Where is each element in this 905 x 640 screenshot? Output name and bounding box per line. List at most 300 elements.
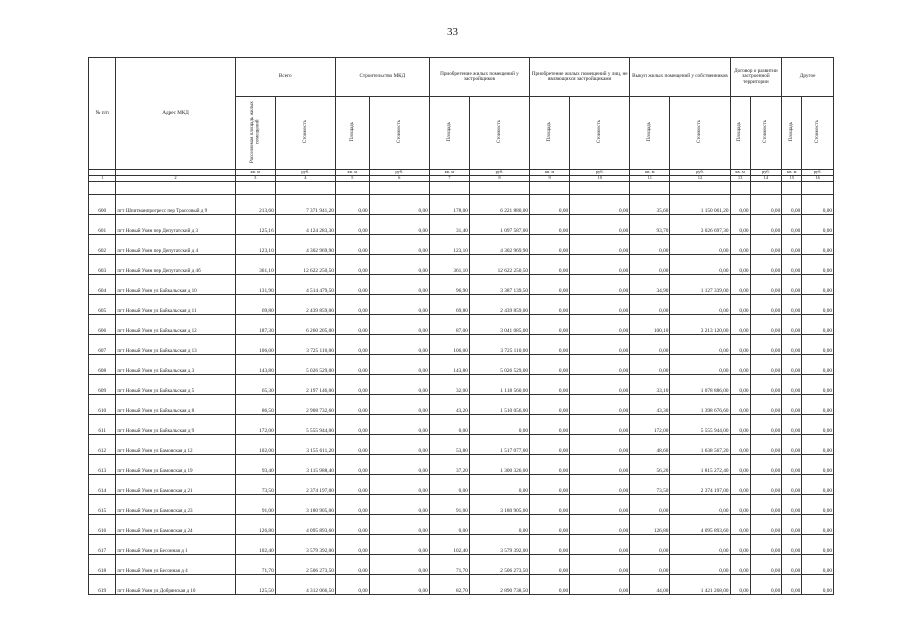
value-cell: 0,00 — [335, 575, 369, 595]
row-number-cell: 603 — [89, 255, 116, 275]
address-cell: пгт Новый Уоян ул Байкальская д 5 — [116, 375, 235, 395]
row-number-cell: 610 — [89, 395, 116, 415]
address-cell: пгт Новый Уоян ул Бесонная д 4 — [116, 555, 235, 575]
row-number-cell: 615 — [89, 495, 116, 515]
table-row — [89, 215, 834, 235]
value-cell: 0,00 — [750, 235, 782, 255]
value-cell: 0,00 — [750, 555, 782, 575]
value-cell: 1 150 061,20 — [670, 195, 730, 215]
value-cell: 4 302 969,90 — [469, 235, 529, 255]
value-cell: 69,80 — [235, 295, 275, 315]
value-cell: 2 439 859,00 — [275, 295, 335, 315]
value-cell: 93,70 — [630, 215, 670, 235]
value-cell: 71,70 — [429, 555, 469, 575]
value-cell: 1 510 056,00 — [469, 395, 529, 415]
value-cell: 3 579 392,00 — [469, 535, 529, 555]
table-row — [89, 195, 834, 215]
header-acquired-not-developers: Приобретение жилых помещений у лиц, не являющихся застройщиками — [530, 58, 630, 97]
value-cell: 0,00 — [570, 375, 630, 395]
value-cell: 0,00 — [530, 295, 570, 315]
value-cell: 3 041 085,00 — [469, 315, 529, 335]
value-cell: 126,80 — [630, 515, 670, 535]
value-cell: 0,00 — [369, 355, 429, 375]
value-cell: 0,00 — [469, 515, 529, 535]
value-cell: 3 213 120,00 — [670, 315, 730, 335]
value-cell: 0,00 — [369, 555, 429, 575]
column-number-cell: 7 — [429, 176, 469, 182]
value-cell: 0,00 — [630, 235, 670, 255]
value-cell: 0,00 — [750, 475, 782, 495]
value-cell: 0,00 — [782, 255, 802, 275]
value-cell: 0,00 — [335, 395, 369, 415]
subheader-cost: Стоимость — [369, 97, 429, 170]
value-cell: 0,00 — [730, 415, 750, 435]
address-cell: пгт Новый Уоян ул Добрянская д 10 — [116, 575, 235, 595]
value-cell: 0,00 — [369, 235, 429, 255]
value-cell: 0,00 — [530, 195, 570, 215]
value-cell: 5 555 944,00 — [275, 415, 335, 435]
address-cell: пгт Новый Уоян ул Байкальская д 13 — [116, 335, 235, 355]
value-cell: 43,30 — [630, 395, 670, 415]
address-cell: пгт Новый Уоян ул Бамовская д 12 — [116, 435, 235, 455]
value-cell: 0,00 — [730, 435, 750, 455]
subheader-cost: Стоимость — [670, 97, 730, 170]
value-cell: 0,00 — [335, 475, 369, 495]
address-cell: пгт Новый Уоян ул Байкальская д 8 — [116, 395, 235, 415]
header-buyout: Выкуп жилых помещений у собственников — [630, 58, 730, 97]
value-cell: 31,40 — [429, 215, 469, 235]
subheader-resettled-area: Расселяемая площадь жилых помещений — [235, 97, 275, 170]
value-cell: 0,00 — [570, 435, 630, 455]
value-cell: 0,00 — [630, 295, 670, 315]
table-row — [89, 415, 834, 435]
value-cell: 33,10 — [630, 375, 670, 395]
column-number-cell: 4 — [275, 176, 335, 182]
value-cell: 0,00 — [730, 495, 750, 515]
value-cell: 0,00 — [630, 255, 670, 275]
address-cell: пгт Новый Уоян пер Депутатский д 4б — [116, 255, 235, 275]
value-cell: 0,00 — [530, 515, 570, 535]
value-cell: 0,00 — [530, 315, 570, 335]
value-cell: 0,00 — [802, 275, 834, 295]
value-cell: 0,00 — [750, 415, 782, 435]
row-number-cell: 616 — [89, 515, 116, 535]
header-address: Адрес МКД — [116, 58, 235, 170]
table-body — [89, 195, 834, 595]
value-cell: 0,00 — [802, 215, 834, 235]
value-cell: 0,00 — [335, 215, 369, 235]
column-number-cell: 5 — [335, 176, 369, 182]
value-cell: 82,70 — [429, 575, 469, 595]
value-cell: 0,00 — [750, 195, 782, 215]
value-cell: 106,00 — [235, 335, 275, 355]
value-cell: 0,00 — [750, 575, 782, 595]
value-cell: 0,00 — [750, 395, 782, 415]
value-cell: 0,00 — [369, 535, 429, 555]
value-cell: 0,00 — [335, 535, 369, 555]
value-cell: 0,00 — [782, 435, 802, 455]
value-cell: 0,00 — [570, 335, 630, 355]
value-cell: 213,60 — [235, 195, 275, 215]
unit-cell: руб. — [275, 170, 335, 176]
value-cell: 3 026 697,30 — [670, 215, 730, 235]
value-cell: 2 374 197,00 — [275, 475, 335, 495]
value-cell: 43,20 — [429, 395, 469, 415]
value-cell: 0,00 — [570, 235, 630, 255]
value-cell: 0,00 — [730, 375, 750, 395]
row-number-cell: 612 — [89, 435, 116, 455]
value-cell: 0,00 — [369, 255, 429, 275]
value-cell: 0,00 — [530, 455, 570, 475]
value-cell: 0,00 — [750, 295, 782, 315]
value-cell: 3 725 110,00 — [469, 335, 529, 355]
table-row — [89, 335, 834, 355]
subheader-cost: Стоимость — [750, 97, 782, 170]
value-cell: 0,00 — [730, 535, 750, 555]
value-cell: 0,00 — [782, 535, 802, 555]
value-cell: 0,00 — [782, 375, 802, 395]
value-cell: 0,00 — [570, 455, 630, 475]
value-cell: 0,00 — [730, 475, 750, 495]
address-cell: пгт Новый Уоян ул Бамовская д 24 — [116, 515, 235, 535]
value-cell: 0,00 — [670, 295, 730, 315]
value-cell: 1 517 077,00 — [469, 435, 529, 455]
value-cell: 0,00 — [782, 335, 802, 355]
value-cell: 0,00 — [335, 315, 369, 335]
value-cell: 0,00 — [750, 495, 782, 515]
value-cell: 0,00 — [530, 535, 570, 555]
value-cell: 0,00 — [782, 515, 802, 535]
value-cell: 0,00 — [730, 195, 750, 215]
value-cell: 73,50 — [630, 475, 670, 495]
subheader-cost: Стоимость — [275, 97, 335, 170]
value-cell: 3 180 905,00 — [469, 495, 529, 515]
table-row — [89, 275, 834, 295]
value-cell: 6 221 880,00 — [469, 195, 529, 215]
value-cell: 0,00 — [429, 415, 469, 435]
value-cell: 0,00 — [335, 295, 369, 315]
subheader-area: Площадь — [429, 97, 469, 170]
value-cell: 0,00 — [369, 275, 429, 295]
unit-cell: кв. м — [530, 170, 570, 176]
value-cell: 96,90 — [429, 275, 469, 295]
value-cell: 0,00 — [369, 195, 429, 215]
value-cell: 0,00 — [730, 515, 750, 535]
value-cell: 102,40 — [429, 535, 469, 555]
unit-cell: кв. м — [235, 170, 275, 176]
value-cell: 1 398 676,60 — [670, 395, 730, 415]
value-cell: 1 127 339,00 — [670, 275, 730, 295]
column-number-cell: 12 — [670, 176, 730, 182]
value-cell: 0,00 — [369, 215, 429, 235]
address-cell: пгт Шпитманпрогресс пер Трассовый д 9 — [116, 195, 235, 215]
table-row — [89, 575, 834, 595]
value-cell: 0,00 — [570, 515, 630, 535]
value-cell: 93,40 — [235, 455, 275, 475]
value-cell: 0,00 — [335, 255, 369, 275]
address-cell: пгт Новый Уоян ул Бамовская д 23 — [116, 495, 235, 515]
value-cell: 91,00 — [235, 495, 275, 515]
unit-cell: кв. м — [335, 170, 369, 176]
value-cell: 0,00 — [730, 295, 750, 315]
value-cell: 0,00 — [530, 475, 570, 495]
value-cell: 0,00 — [730, 275, 750, 295]
value-cell: 0,00 — [530, 275, 570, 295]
value-cell: 0,00 — [429, 475, 469, 495]
value-cell: 0,00 — [802, 555, 834, 575]
value-cell: 0,00 — [530, 395, 570, 415]
value-cell: 2 506 273,50 — [275, 555, 335, 575]
value-cell: 3 115 988,40 — [275, 455, 335, 475]
row-number-cell: 609 — [89, 375, 116, 395]
resettlement-table — [88, 57, 834, 595]
value-cell: 0,00 — [369, 335, 429, 355]
page-number: 33 — [447, 26, 458, 38]
value-cell: 172,00 — [630, 415, 670, 435]
value-cell: 91,00 — [429, 495, 469, 515]
value-cell: 100,10 — [630, 315, 670, 335]
unit-cell: руб. — [802, 170, 834, 176]
value-cell: 0,00 — [802, 475, 834, 495]
table-row — [89, 255, 834, 275]
value-cell: 48,60 — [630, 435, 670, 455]
header-acquired-developers: Приобретение жилых помещений у застройщиков — [429, 58, 529, 97]
value-cell: 0,00 — [530, 215, 570, 235]
value-cell: 4 312 066,50 — [275, 575, 335, 595]
value-cell: 65,30 — [235, 375, 275, 395]
column-number-cell: 2 — [116, 176, 235, 182]
value-cell: 0,00 — [530, 255, 570, 275]
value-cell: 0,00 — [369, 415, 429, 435]
table-row — [89, 395, 834, 415]
value-cell: 0,00 — [750, 375, 782, 395]
value-cell: 37,20 — [429, 455, 469, 475]
value-cell: 0,00 — [530, 355, 570, 375]
column-number-cell: 16 — [802, 176, 834, 182]
value-cell: 0,00 — [530, 335, 570, 355]
value-cell: 0,00 — [670, 355, 730, 375]
value-cell: 0,00 — [469, 475, 529, 495]
subheader-area: Площадь — [530, 97, 570, 170]
value-cell: 0,00 — [802, 335, 834, 355]
value-cell: 4 124 283,30 — [275, 215, 335, 235]
subheader-cost: Стоимость — [570, 97, 630, 170]
row-number-cell: 611 — [89, 415, 116, 435]
value-cell: 0,00 — [782, 575, 802, 595]
value-cell: 0,00 — [369, 295, 429, 315]
value-cell: 0,00 — [802, 375, 834, 395]
value-cell: 0,00 — [782, 495, 802, 515]
row-number-cell: 606 — [89, 315, 116, 335]
value-cell: 0,00 — [335, 355, 369, 375]
value-cell: 0,00 — [782, 355, 802, 375]
value-cell: 0,00 — [730, 455, 750, 475]
subheader-cost: Стоимость — [469, 97, 529, 170]
value-cell: 0,00 — [730, 575, 750, 595]
value-cell: 0,00 — [335, 375, 369, 395]
value-cell: 0,00 — [570, 495, 630, 515]
value-cell: 123,10 — [235, 235, 275, 255]
value-cell: 2 439 859,00 — [469, 295, 529, 315]
table-row — [89, 315, 834, 335]
table-row — [89, 235, 834, 255]
header-num: № п/п — [89, 58, 116, 170]
value-cell: 0,00 — [782, 195, 802, 215]
header-total: Всего — [235, 58, 335, 97]
value-cell: 0,00 — [570, 255, 630, 275]
value-cell: 34,90 — [630, 275, 670, 295]
value-cell: 0,00 — [369, 455, 429, 475]
unit-cell: руб. — [570, 170, 630, 176]
value-cell: 0,00 — [730, 335, 750, 355]
value-cell: 0,00 — [750, 315, 782, 335]
value-cell: 0,00 — [782, 555, 802, 575]
value-cell: 0,00 — [802, 255, 834, 275]
unit-cell: руб. — [670, 170, 730, 176]
unit-cell: руб. — [369, 170, 429, 176]
value-cell: 4 302 969,90 — [275, 235, 335, 255]
header-other: Другое — [782, 58, 834, 97]
value-cell: 0,00 — [530, 235, 570, 255]
value-cell: 4 095 893,60 — [275, 515, 335, 535]
column-number-cell: 14 — [750, 176, 782, 182]
value-cell: 35,60 — [630, 195, 670, 215]
row-number-cell: 605 — [89, 295, 116, 315]
value-cell: 172,00 — [235, 415, 275, 435]
value-cell: 0,00 — [802, 415, 834, 435]
value-cell: 0,00 — [570, 395, 630, 415]
row-number-cell: 601 — [89, 215, 116, 235]
value-cell: 6 260 205,00 — [275, 315, 335, 335]
address-cell: пгт Новый Уоян ул Бамовская д 21 — [116, 475, 235, 495]
value-cell: 102,40 — [235, 535, 275, 555]
row-number-cell: 608 — [89, 355, 116, 375]
value-cell: 0,00 — [630, 495, 670, 515]
value-cell: 0,00 — [730, 395, 750, 415]
value-cell: 0,00 — [369, 375, 429, 395]
value-cell: 0,00 — [670, 535, 730, 555]
row-number-cell: 607 — [89, 335, 116, 355]
value-cell: 0,00 — [782, 415, 802, 435]
value-cell: 0,00 — [782, 235, 802, 255]
value-cell: 1 300 326,00 — [469, 455, 529, 475]
value-cell: 2 506 273,50 — [469, 555, 529, 575]
address-cell: пгт Новый Уоян ул Байкальская д 9 — [116, 415, 235, 435]
value-cell: 0,00 — [335, 435, 369, 455]
spacer-row — [89, 182, 834, 195]
value-cell: 5 026 529,00 — [469, 355, 529, 375]
value-cell: 44,00 — [630, 575, 670, 595]
value-cell: 0,00 — [630, 535, 670, 555]
value-cell: 0,00 — [802, 495, 834, 515]
value-cell: 0,00 — [335, 275, 369, 295]
value-cell: 0,00 — [670, 235, 730, 255]
value-cell: 0,00 — [730, 255, 750, 275]
header-compensation: Договор о развитии застроенной территории — [730, 58, 782, 97]
value-cell: 0,00 — [802, 355, 834, 375]
address-cell: пгт Новый Уоян ул Бамовская д 19 — [116, 455, 235, 475]
value-cell: 1 421 268,00 — [670, 575, 730, 595]
value-cell: 0,00 — [369, 395, 429, 415]
value-cell: 361,10 — [235, 255, 275, 275]
subheader-area: Площадь — [335, 97, 369, 170]
value-cell: 0,00 — [802, 195, 834, 215]
value-cell: 0,00 — [530, 495, 570, 515]
value-cell: 73,50 — [235, 475, 275, 495]
value-cell: 2 197 146,00 — [275, 375, 335, 395]
subheader-cost: Стоимость — [802, 97, 834, 170]
row-number-cell: 617 — [89, 535, 116, 555]
value-cell: 0,00 — [750, 215, 782, 235]
value-cell: 0,00 — [802, 435, 834, 455]
value-cell: 1 118 560,00 — [469, 375, 529, 395]
value-cell: 0,00 — [570, 475, 630, 495]
value-cell: 0,00 — [802, 515, 834, 535]
unit-cell: кв. м — [782, 170, 802, 176]
value-cell: 106,00 — [429, 335, 469, 355]
address-cell: пгт Новый Уоян пер Депутатский д 4 — [116, 235, 235, 255]
value-cell: 0,00 — [730, 315, 750, 335]
row-number-cell: 618 — [89, 555, 116, 575]
address-cell: пгт Новый Уоян ул Бесонная д 1 — [116, 535, 235, 555]
value-cell: 0,00 — [570, 415, 630, 435]
table-row — [89, 475, 834, 495]
value-cell: 3 725 110,00 — [275, 335, 335, 355]
value-cell: 126,80 — [235, 515, 275, 535]
value-cell: 0,00 — [750, 275, 782, 295]
value-cell: 0,00 — [782, 275, 802, 295]
table-row — [89, 515, 834, 535]
value-cell: 12 622 250,50 — [275, 255, 335, 275]
value-cell: 0,00 — [530, 555, 570, 575]
value-cell: 131,90 — [235, 275, 275, 295]
column-number-cell: 10 — [570, 176, 630, 182]
value-cell: 0,00 — [802, 575, 834, 595]
address-cell: пгт Новый Уоян ул Байкальская д 11 — [116, 295, 235, 315]
value-cell: 0,00 — [730, 555, 750, 575]
value-cell: 143,80 — [429, 355, 469, 375]
table-row — [89, 455, 834, 475]
table-row — [89, 295, 834, 315]
value-cell: 2 374 197,00 — [670, 475, 730, 495]
value-cell: 0,00 — [570, 295, 630, 315]
value-cell: 3 180 905,00 — [275, 495, 335, 515]
row-number-cell: 614 — [89, 475, 116, 495]
value-cell: 0,00 — [750, 255, 782, 275]
value-cell: 0,00 — [530, 435, 570, 455]
table-row — [89, 495, 834, 515]
unit-cell: руб. — [750, 170, 782, 176]
column-number-cell: 8 — [469, 176, 529, 182]
value-cell: 0,00 — [802, 395, 834, 415]
value-cell: 0,00 — [730, 235, 750, 255]
value-cell: 0,00 — [670, 495, 730, 515]
row-number-cell: 619 — [89, 575, 116, 595]
column-number-cell: 1 — [89, 176, 116, 182]
unit-cell: руб. — [469, 170, 529, 176]
address-cell: пгт Новый Уоян ул Байкальская д 10 — [116, 275, 235, 295]
value-cell: 0,00 — [530, 375, 570, 395]
value-cell: 0,00 — [335, 495, 369, 515]
value-cell: 143,80 — [235, 355, 275, 375]
value-cell: 0,00 — [782, 215, 802, 235]
value-cell: 0,00 — [670, 555, 730, 575]
value-cell: 0,00 — [369, 435, 429, 455]
value-cell: 0,00 — [570, 555, 630, 575]
value-cell: 102,00 — [235, 435, 275, 455]
value-cell: 56,20 — [630, 455, 670, 475]
value-cell: 0,00 — [369, 495, 429, 515]
